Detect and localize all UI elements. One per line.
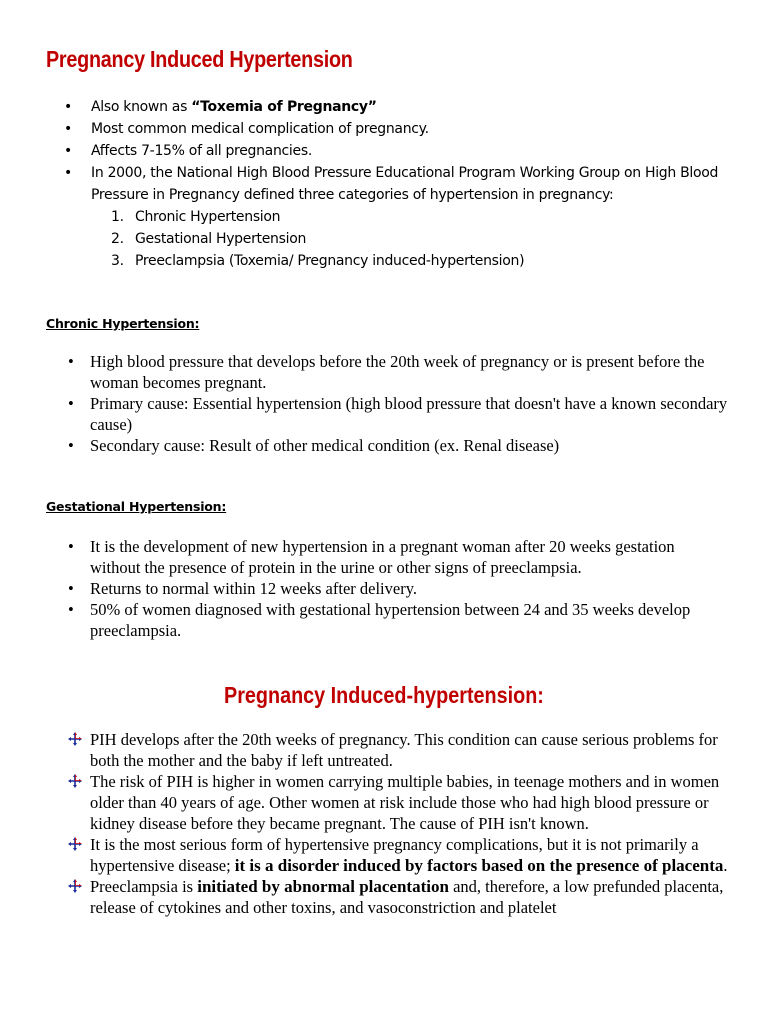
category-item: 1. Chronic Hypertension <box>111 209 281 225</box>
category-item: 2. Gestational Hypertension <box>111 231 307 247</box>
bullet-icon: • <box>68 436 74 455</box>
bullet-icon: • <box>64 143 72 159</box>
list-item: Preeclampsia is initiated by abnormal placentation and, therefore, a low prefunded placenta, release of cytokines and other toxins, and vasoconstriction and platelet <box>68 876 728 918</box>
list-item: • Also known as “Toxemia of Pregnancy” <box>64 96 744 118</box>
bullet-icon: • <box>68 579 74 598</box>
gestational-list <box>68 536 728 641</box>
page-title: Pregnancy Induced Hypertension <box>46 46 353 72</box>
chronic-heading: Chronic Hypertension: <box>46 316 200 331</box>
bullet-icon: • <box>64 165 72 181</box>
categories-list <box>91 206 744 272</box>
list-item: It is the most serious form of hypertensive pregnancy complications, but it is not primarily a hypertensive disease; it is a disorder induced by factors based on the presence of placenta. <box>68 834 728 876</box>
bullet-icon: • <box>68 600 74 619</box>
list-item: • Primary cause: Essential hypertension (high blood pressure that doesn't have a known secondary cause) <box>68 394 728 434</box>
cross-arrow-bullet-icon <box>68 732 82 746</box>
cross-arrow-bullet-icon <box>68 837 82 851</box>
cross-arrow-bullet-icon <box>68 774 82 788</box>
intro-list <box>64 96 744 272</box>
pih-heading: Pregnancy Induced-hypertension: <box>224 682 544 708</box>
category-item: 3. Preeclampsia (Toxemia/ Pregnancy induced-hypertension) <box>111 253 525 269</box>
bullet-icon: • <box>68 352 74 371</box>
list-item: • Returns to normal within 12 weeks after delivery. <box>68 579 418 598</box>
bullet-icon: • <box>68 394 74 413</box>
gestational-heading: Gestational Hypertension: <box>46 499 227 514</box>
bullet-icon: • <box>64 99 72 115</box>
list-item: • Affects 7-15% of all pregnancies. <box>64 140 744 162</box>
pih-list <box>68 729 728 918</box>
list-item: • Most common medical complication of pregnancy. <box>64 118 744 140</box>
list-item: • In 2000, the National High Blood Pressure Educational Program Working Group on High Blood Pressure in Pregnancy defined three categories of hypertension in pregnancy: 1. Chronic Hypertension 2. Gestational Hypertension 3. Preeclampsia (Toxemia/ Pregnancy induced-hypertension) <box>64 162 744 272</box>
list-item: • It is the development of new hypertension in a pregnant woman after 20 weeks gestation without the presence of protein in the urine or other signs of preeclampsia. <box>68 537 675 577</box>
bullet-icon: • <box>64 121 72 137</box>
list-item: • 50% of women diagnosed with gestational hypertension between 24 and 35 weeks develop preeclampsia. <box>68 600 691 640</box>
chronic-list <box>68 351 728 456</box>
list-item: PIH develops after the 20th weeks of pregnancy. This condition can cause serious problems for both the mother and the baby if left untreated. <box>68 729 728 771</box>
list-item: The risk of PIH is higher in women carrying multiple babies, in teenage mothers and in women older than 40 years of age. Other women at risk include those who had high blood pressure or kidney disease before they became pregnant. The cause of PIH isn't known. <box>68 771 728 834</box>
cross-arrow-bullet-icon <box>68 879 82 893</box>
bullet-icon: • <box>68 537 74 556</box>
list-item: • High blood pressure that develops before the 20th week of pregnancy or is present before the woman becomes pregnant. <box>68 352 705 392</box>
list-item: • Secondary cause: Result of other medical condition (ex. Renal disease) <box>68 436 560 455</box>
